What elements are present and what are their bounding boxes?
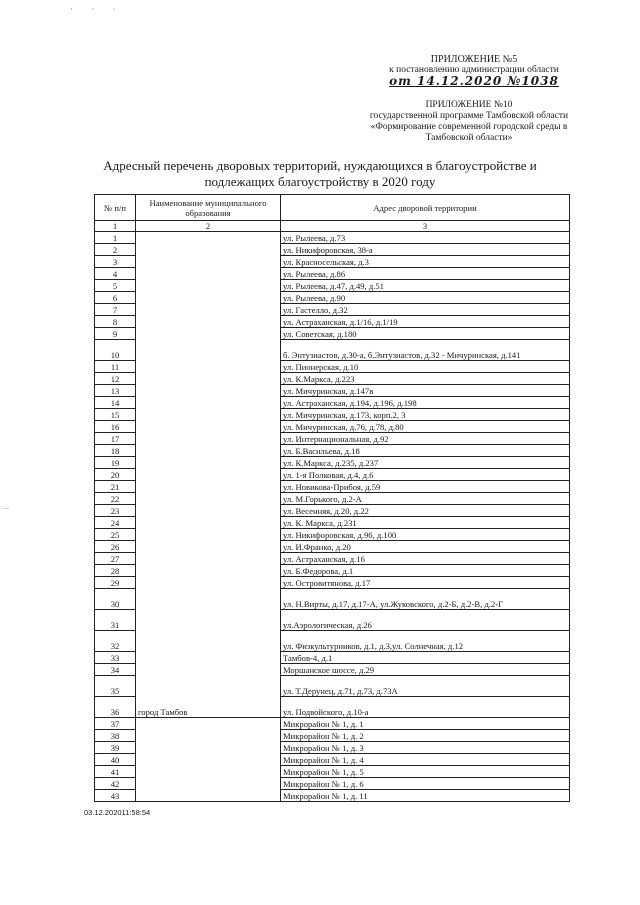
row-number: 2 [95, 244, 136, 256]
row-address: ул. Интернациональная, д.92 [281, 433, 570, 445]
row-address: ул. 1-я Полковая, д.4, д.6 [281, 469, 570, 481]
row-address: ул. Красносельская, д.3 [281, 256, 570, 268]
row-number: 31 [95, 610, 136, 631]
row-number: 7 [95, 304, 136, 316]
row-address: ул. Подвойского, д.10-а [281, 697, 570, 718]
margin-mark: | [2, 508, 10, 510]
attachment-10-block [354, 100, 584, 144]
document-title-line1: Адресный перечень дворовых территорий, нуждающихся в благоустройстве и [103, 158, 537, 173]
row-address: ул. Б.Федорова, д.1 [281, 565, 570, 577]
table-row [95, 718, 570, 730]
row-number: 5 [95, 280, 136, 292]
row-number: 32 [95, 631, 136, 652]
row-address: ул. М.Горького, д.2-А [281, 493, 570, 505]
document-title-line2: подлежащих благоустройству в 2020 году [204, 174, 436, 189]
row-address: ул. Т.Дерунец, д.71, д.73, д.73А [281, 676, 570, 697]
col-number-2: 2 [136, 221, 281, 232]
row-number: 12 [95, 373, 136, 385]
row-number: 10 [95, 340, 136, 361]
row-address: ул. Н.Вирты, д.17, д.17-А, ул.Жуковского, д.2-Б, д.2-В, д.2-Г [281, 589, 570, 610]
row-address: ул. Мичуринская, д.173, корп.2, 3 [281, 409, 570, 421]
row-number: 25 [95, 529, 136, 541]
municipality-cell-empty [136, 718, 281, 802]
table-row [95, 232, 570, 244]
municipality-cell: город Тамбов [136, 232, 281, 718]
row-number: 6 [95, 292, 136, 304]
row-number: 37 [95, 718, 136, 730]
row-address: ул. Весенняя, д.20, д.22 [281, 505, 570, 517]
row-number: 29 [95, 577, 136, 589]
row-number: 40 [95, 754, 136, 766]
row-number: 33 [95, 652, 136, 664]
attachment-5-subtitle: к постановлению администрации области [389, 65, 559, 75]
row-number: 17 [95, 433, 136, 445]
row-number: 38 [95, 730, 136, 742]
row-number: 13 [95, 385, 136, 397]
row-number: 14 [95, 397, 136, 409]
row-number: 24 [95, 517, 136, 529]
row-number: 28 [95, 565, 136, 577]
row-number: 34 [95, 664, 136, 676]
row-number: 18 [95, 445, 136, 457]
row-number: 16 [95, 421, 136, 433]
row-number: 20 [95, 469, 136, 481]
row-number: 39 [95, 742, 136, 754]
row-address: Микрорайон № 1, д. 11 [281, 790, 570, 802]
row-address: ул. Гастелло, д.32 [281, 304, 570, 316]
row-address: ул. Астраханская, д.194, д.196, д.198 [281, 397, 570, 409]
row-address: ул. К.Маркса, д.235, д.237 [281, 457, 570, 469]
row-address: ул. Астраханская, д.16 [281, 553, 570, 565]
row-address: ул. Б.Васильева, д.18 [281, 445, 570, 457]
attachment-5-handwritten-date: от 14.12.2020 №1038 [389, 74, 559, 88]
row-address: ул. Рылеева, д.86 [281, 268, 570, 280]
row-address: Микрорайон № 1, д. 1 [281, 718, 570, 730]
attachment-10-line3: Тамбовской области» [425, 133, 513, 143]
row-address: Микрорайон № 1, д. 3 [281, 742, 570, 754]
row-address: ул. И.Франко, д.20 [281, 541, 570, 553]
col-number-1: 1 [95, 221, 136, 232]
row-address: ул. Мичуринская, д.147в [281, 385, 570, 397]
row-number: 3 [95, 256, 136, 268]
row-address: Микрорайон № 1, д. 4 [281, 754, 570, 766]
col-number-3: 3 [281, 221, 570, 232]
attachment-5-title: ПРИЛОЖЕНИЕ №5 [430, 54, 518, 65]
row-address: ул. Советская, д.180 [281, 328, 570, 340]
attachment-10-title: ПРИЛОЖЕНИЕ №10 [425, 100, 513, 110]
row-number: 4 [95, 268, 136, 280]
row-number: 36 [95, 697, 136, 718]
address-table [94, 194, 570, 802]
table-body [95, 232, 570, 802]
attachment-10-line2: «Формирование современной городской среды в [370, 122, 568, 132]
row-number: 15 [95, 409, 136, 421]
row-number: 43 [95, 790, 136, 802]
row-address: ул. К.Маркса, д.223 [281, 373, 570, 385]
row-address: ул. Рылеева, д.73 [281, 232, 570, 244]
row-number: 23 [95, 505, 136, 517]
document-title [0, 158, 640, 190]
row-number: 26 [95, 541, 136, 553]
row-address: Тамбов-4, д.1 [281, 652, 570, 664]
row-number: 22 [95, 493, 136, 505]
row-number: 21 [95, 481, 136, 493]
row-address: ул. Рылеева, д.90 [281, 292, 570, 304]
row-number: 8 [95, 316, 136, 328]
row-number: 42 [95, 778, 136, 790]
row-address: ул. Рылеева, д.47, д.49, д.51 [281, 280, 570, 292]
attachment-10-line1: государственной программе Тамбовской области [369, 111, 569, 121]
row-address: ул. Физкультурников, д.1, д.3,ул. Солнечная, д.12 [281, 631, 570, 652]
row-address: ул. Островитянова, д.17 [281, 577, 570, 589]
row-address: ул. Астраханская, д.1/16, д.1/19 [281, 316, 570, 328]
row-number: 35 [95, 676, 136, 697]
row-address: ул. Никифоровская, д.96, д.100 [281, 529, 570, 541]
row-number: 1 [95, 232, 136, 244]
row-number: 41 [95, 766, 136, 778]
scan-dots: · · · [70, 4, 124, 14]
row-address: ул. Пионерская, д.10 [281, 361, 570, 373]
row-address: ул.Аэрологическая, д.26 [281, 610, 570, 631]
row-number: 27 [95, 553, 136, 565]
row-address: ул. Никифоровская, 38-а [281, 244, 570, 256]
row-number: 11 [95, 361, 136, 373]
attachment-5-block [364, 54, 584, 87]
print-timestamp: 03.12.202011:58:54 [84, 808, 151, 817]
row-number: 9 [95, 328, 136, 340]
row-address: Микрорайон № 1, д. 5 [281, 766, 570, 778]
row-address: Микрорайон № 1, д. 2 [281, 730, 570, 742]
header-municipality: Наименование муниципального образования [136, 195, 281, 221]
row-address: ул. Новикова-Прибоя, д.59 [281, 481, 570, 493]
row-address: Микрорайон № 1, д. 6 [281, 778, 570, 790]
row-address: б. Энтузиастов, д.30-а, б.Энтузиастов, д.32 - Мичуринская, д.141 [281, 340, 570, 361]
row-address: ул. Мичуринская, д.76, д.78, д.80 [281, 421, 570, 433]
row-address: ул. К. Маркса, д.231 [281, 517, 570, 529]
row-number: 30 [95, 589, 136, 610]
row-number: 19 [95, 457, 136, 469]
header-num: № п/п [95, 195, 136, 221]
row-address: Моршанское шоссе, д.29 [281, 664, 570, 676]
header-address: Адрес дворовой территории [281, 195, 570, 221]
